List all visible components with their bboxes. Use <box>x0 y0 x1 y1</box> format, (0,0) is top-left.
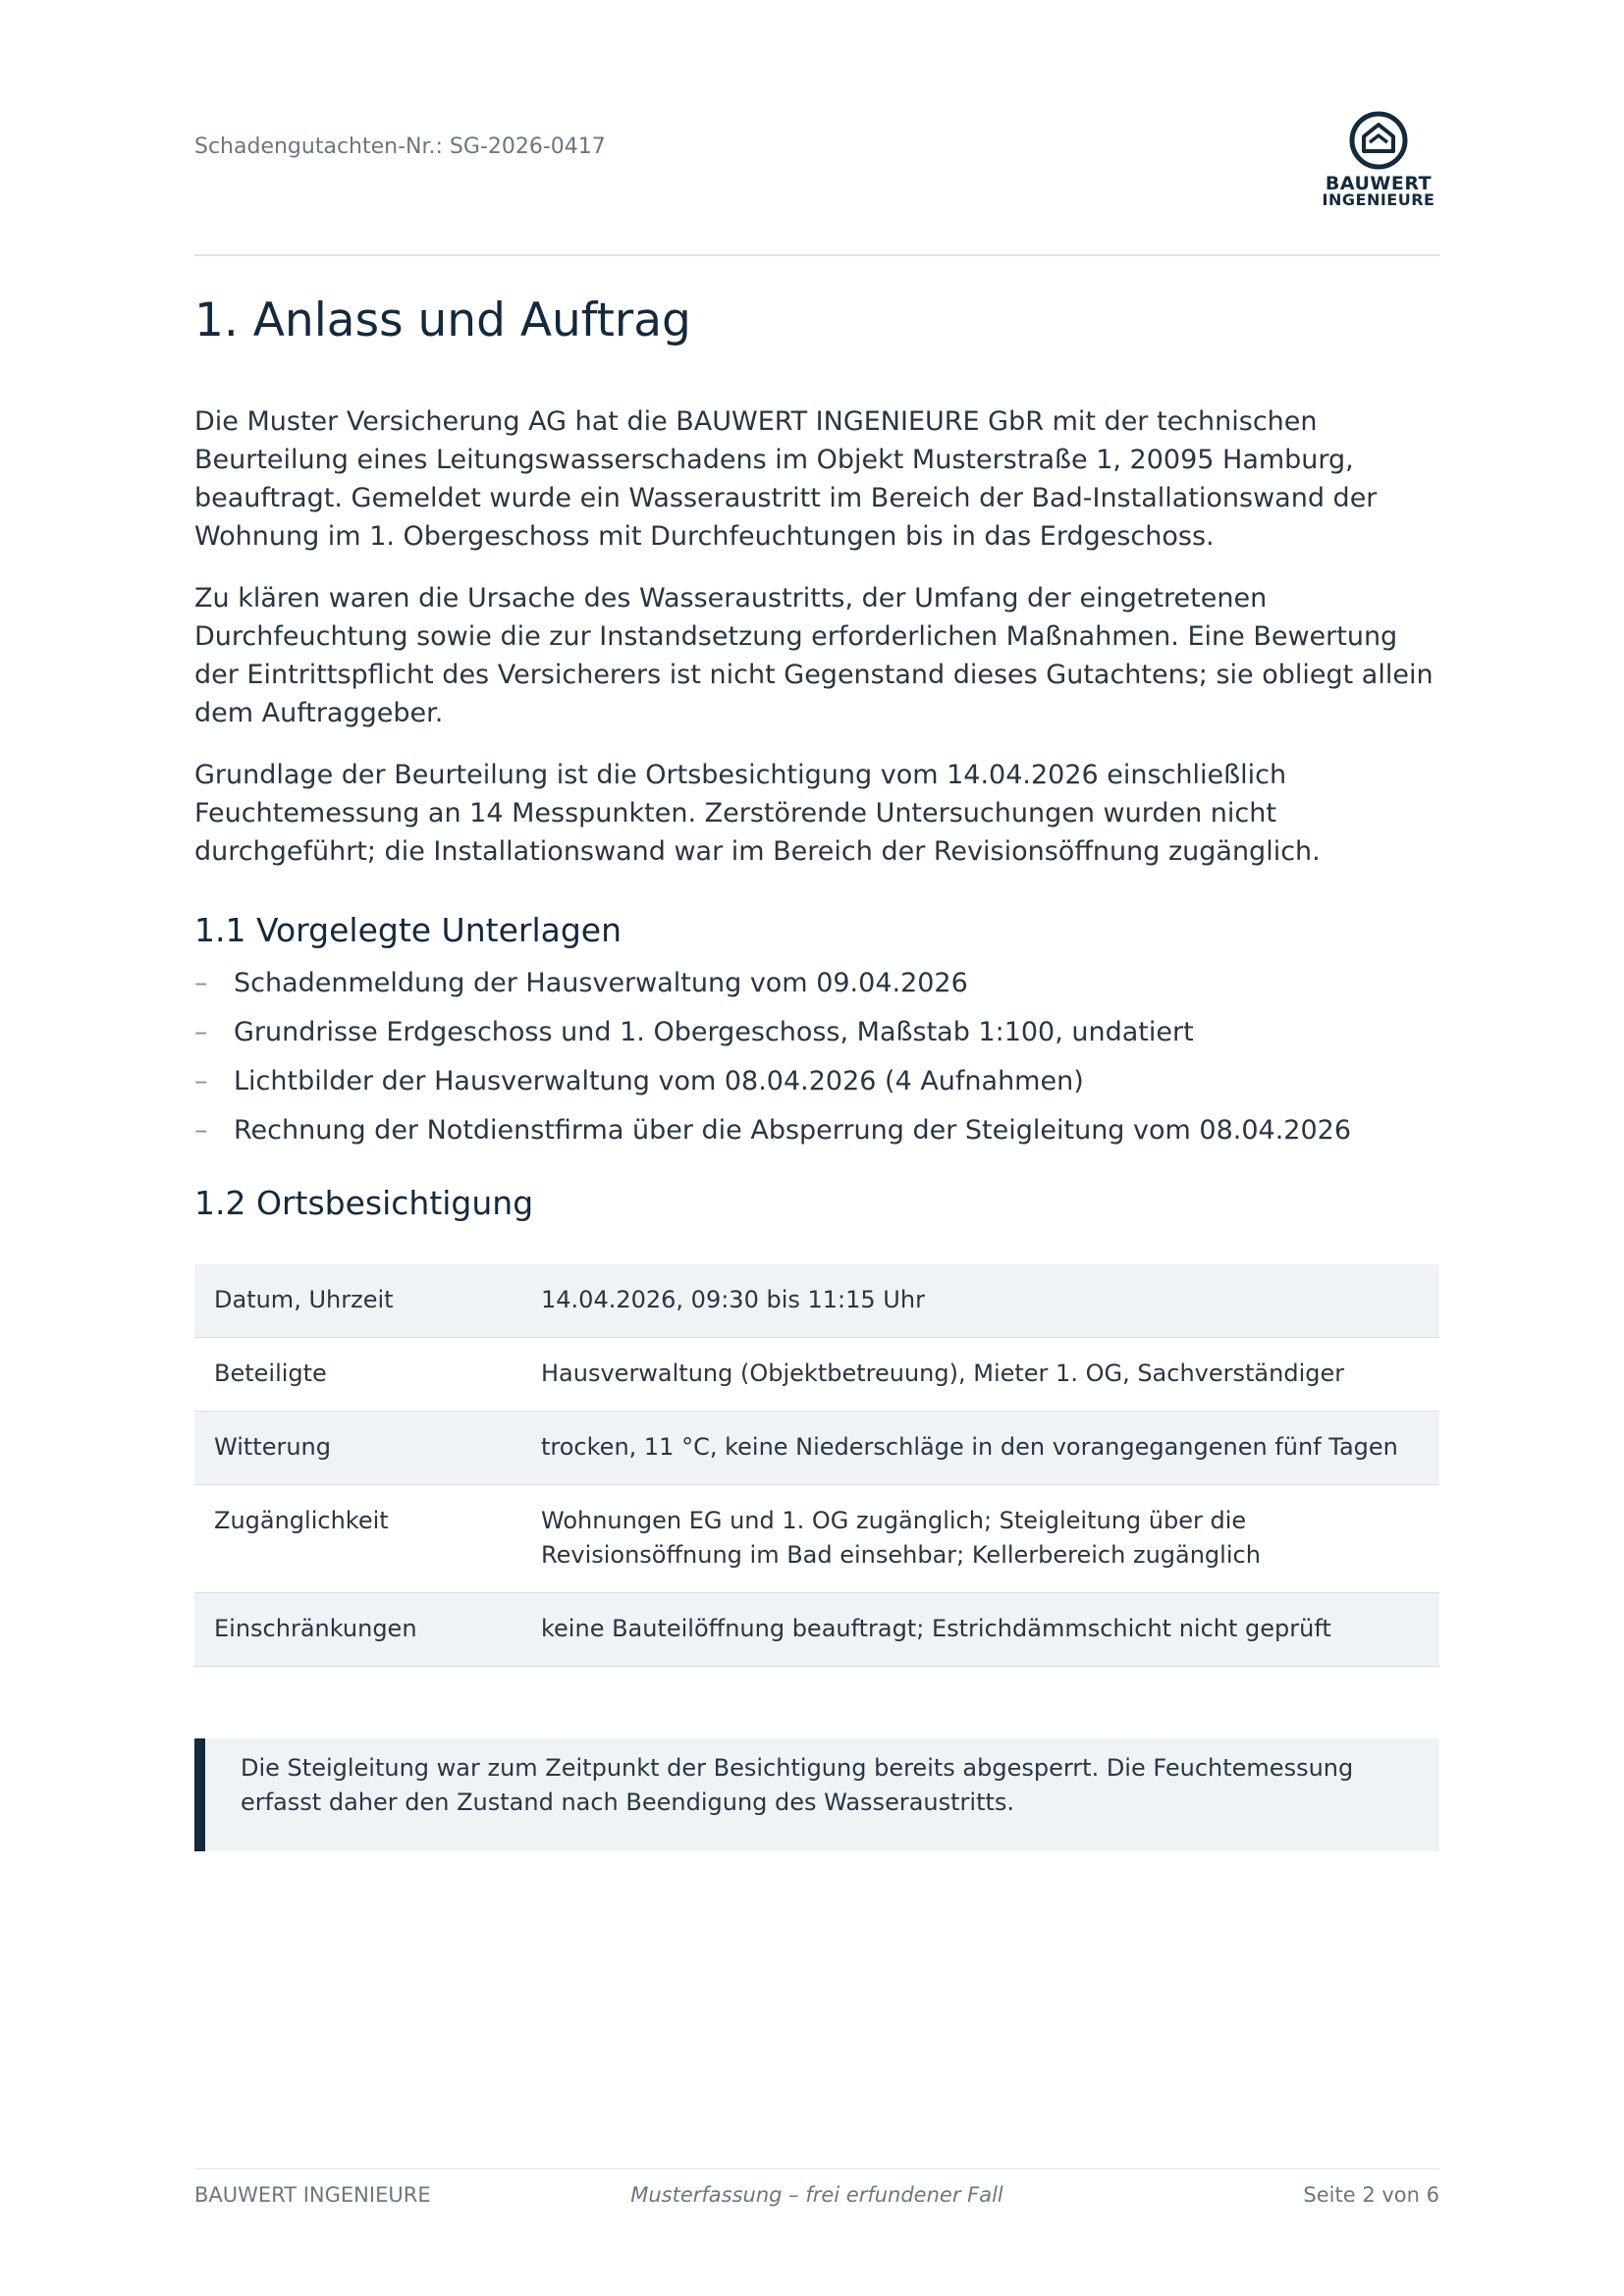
subsection-title-documents: 1.1 Vorgelegte Unterlagen <box>194 911 622 949</box>
dash-bullet: – <box>194 1066 208 1096</box>
row-label: Beteiligte <box>194 1338 521 1412</box>
logo-name: BAUWERT <box>1325 173 1433 194</box>
row-value: 14.04.2026, 09:30 bis 11:15 Uhr <box>521 1264 1439 1338</box>
paragraph-3: Grundlage der Beurteilung ist die Ortsbesichtigung vom 14.04.2026 einschließlich Feuchtemessung an 14 Messpunkten. Zerstörende Untersuchungen wurden nicht durchgeführt; die Installationswand war im Bereich der Revisionsöffnung zugänglich. <box>194 760 1321 867</box>
house-in-circle-icon <box>1348 110 1409 171</box>
row-value: keine Bauteilöffnung beauftragt; Estrichdämmschicht nicht geprüft <box>521 1593 1439 1667</box>
row-label: Witterung <box>194 1412 521 1485</box>
logo-subtitle: INGENIEURE <box>1322 190 1435 209</box>
dash-bullet: – <box>194 1017 208 1047</box>
inspection-table <box>194 1264 1439 1667</box>
section-title: 1. Anlass und Auftrag <box>194 294 691 347</box>
paragraph-1: Die Muster Versicherung AG hat die BAUWERT INGENIEURE GbR mit der technischen Beurteilung eines Leitungswasserschadens im Objekt Musterstraße 1, 20095 Hamburg, beauftragt. Gemeldet wurde ein Wasseraustritt im Bereich der Bad-Installationswand der Wohnung im 1. Obergeschoss mit Durchfeuchtungen bis in das Erdgeschoss. <box>194 406 1378 552</box>
note-box: Die Steigleitung war zum Zeitpunkt der Besichtigung bereits abgesperrt. Die Feuchtemessung erfasst daher den Zustand nach Beendigung des Wasseraustritts. <box>194 1738 1439 1851</box>
company-logo <box>1318 110 1439 208</box>
subsection-title-inspection: 1.2 Ortsbesichtigung <box>194 1184 534 1222</box>
document-reference: Schadengutachten-Nr.: SG-2026-0417 <box>194 134 606 159</box>
table-row <box>194 1593 1439 1667</box>
list-item: – Rechnung der Notdienstfirma über die Absperrung der Steigleitung vom 08.04.2026 <box>194 1106 1439 1155</box>
page-number: Seite 2 von 6 <box>1303 2183 1439 2207</box>
table-row <box>194 1338 1439 1412</box>
row-label: Zugänglichkeit <box>194 1485 521 1593</box>
row-value: Hausverwaltung (Objektbetreuung), Mieter 1. OG, Sachverständiger <box>521 1338 1439 1412</box>
footer-note: Musterfassung – frei erfundener Fall <box>630 2183 1003 2207</box>
header-divider <box>194 254 1439 256</box>
row-label: Einschränkungen <box>194 1593 521 1667</box>
footer-divider <box>194 2168 1439 2169</box>
row-value: Wohnungen EG und 1. OG zugänglich; Steigleitung über die Revisionsöffnung im Bad einsehbar; Kellerbereich zugänglich <box>521 1485 1439 1593</box>
table-row <box>194 1264 1439 1338</box>
row-value: trocken, 11 °C, keine Niederschläge in den vorangegangenen fünf Tagen <box>521 1412 1439 1485</box>
dash-bullet: – <box>194 968 208 998</box>
list-item: – Schadenmeldung der Hausverwaltung vom 09.04.2026 <box>194 959 1439 1008</box>
dash-bullet: – <box>194 1115 208 1146</box>
table-row <box>194 1412 1439 1485</box>
documents-list <box>194 959 1439 1155</box>
row-label: Datum, Uhrzeit <box>194 1264 521 1338</box>
paragraph-2: Zu klären waren die Ursache des Wasseraustritts, der Umfang der eingetretenen Durchfeuchtung sowie die zur Instandsetzung erforderlichen Maßnahmen. Eine Bewertung der Eintrittspflicht des Versicherers ist nicht Gegenstand dieses Gutachtens; sie obliegt allein dem Auftraggeber. <box>194 583 1434 728</box>
table-row <box>194 1485 1439 1593</box>
footer-company: BAUWERT INGENIEURE <box>194 2183 431 2207</box>
list-item: – Lichtbilder der Hausverwaltung vom 08.04.2026 (4 Aufnahmen) <box>194 1057 1439 1106</box>
list-item: – Grundrisse Erdgeschoss und 1. Obergeschoss, Maßstab 1:100, undatiert <box>194 1008 1439 1057</box>
